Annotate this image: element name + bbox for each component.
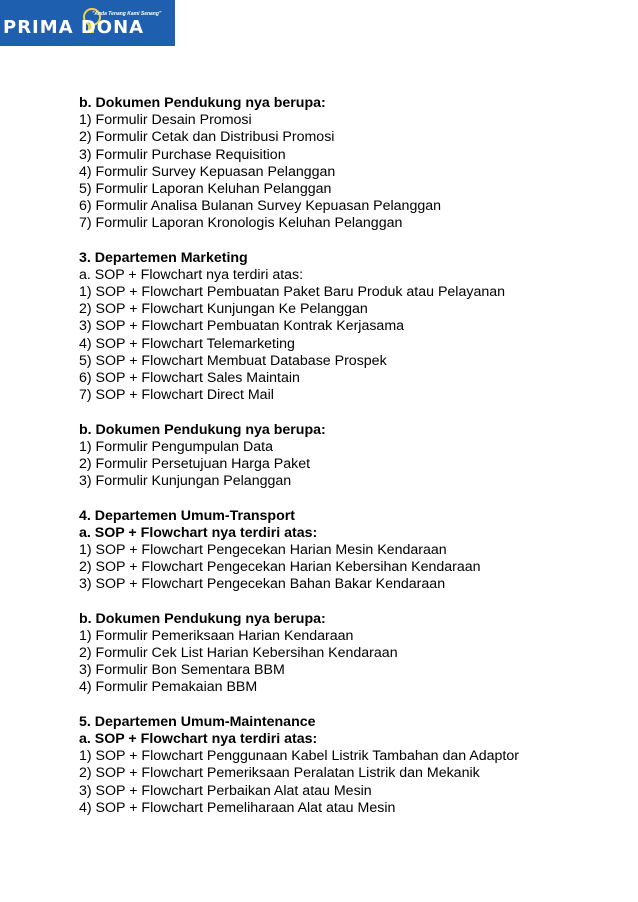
list-item: 7) Formulir Laporan Kronologis Keluhan Pelanggan bbox=[79, 215, 403, 232]
list-item: 2) Formulir Cetak dan Distribusi Promosi bbox=[79, 129, 335, 146]
list-item: a. SOP + Flowchart nya terdiri atas: bbox=[79, 266, 304, 283]
list-item: 3) SOP + Flowchart Perbaikan Alat atau Mesin bbox=[79, 782, 372, 799]
list-item: 3) Formulir Bon Sementara BBM bbox=[79, 662, 285, 679]
section-heading: a. SOP + Flowchart nya terdiri atas: bbox=[79, 730, 318, 747]
prima-dona-logo bbox=[0, 0, 175, 46]
document-body bbox=[79, 95, 599, 817]
section-heading: 5. Departemen Umum-Maintenance bbox=[79, 713, 316, 730]
section-spacer bbox=[79, 697, 599, 714]
list-item: 1) SOP + Flowchart Penggunaan Kabel Listrik Tambahan dan Adaptor bbox=[79, 748, 519, 765]
list-item: 4) Formulir Survey Kepuasan Pelanggan bbox=[79, 163, 336, 180]
section-spacer bbox=[79, 404, 599, 421]
document-section bbox=[79, 250, 599, 405]
list-item: 6) Formulir Analisa Bulanan Survey Kepuasan Pelanggan bbox=[79, 198, 442, 215]
list-item: 2) SOP + Flowchart Pengecekan Harian Kebersihan Kendaraan bbox=[79, 559, 481, 576]
list-item: 1) SOP + Flowchart Pembuatan Paket Baru Produk atau Pelayanan bbox=[79, 284, 506, 301]
list-item: 3) SOP + Flowchart Pembuatan Kontrak Kerjasama bbox=[79, 318, 405, 335]
document-section bbox=[79, 508, 599, 594]
list-item: 2) Formulir Cek List Harian Kebersihan Kendaraan bbox=[79, 645, 398, 661]
list-item: 5) SOP + Flowchart Membuat Database Prospek bbox=[79, 352, 387, 369]
list-item: 4) SOP + Flowchart Telemarketing bbox=[79, 335, 295, 352]
list-item: 3) SOP + Flowchart Pengecekan Bahan Bakar Kendaraan bbox=[79, 576, 446, 593]
list-item: 4) Formulir Pemakaian BBM bbox=[79, 679, 258, 696]
list-item: 2) SOP + Flowchart Pemeriksaan Peralatan Listrik dan Mekanik bbox=[79, 765, 480, 782]
document-section bbox=[79, 611, 599, 697]
section-heading: b. Dokumen Pendukung nya berupa: bbox=[79, 95, 326, 111]
list-item: 2) Formulir Persetujuan Harga Paket bbox=[79, 455, 311, 472]
section-spacer bbox=[79, 233, 599, 250]
list-item: 3) Formulir Kunjungan Pelanggan bbox=[79, 473, 292, 490]
list-item: 4) SOP + Flowchart Pemeliharaan Alat atau Mesin bbox=[79, 799, 396, 816]
section-heading: 4. Departemen Umum-Transport bbox=[79, 507, 296, 524]
list-item: 1) Formulir Desain Promosi bbox=[79, 112, 252, 129]
logo-tagline: "Anda Tenang Kami Senang" bbox=[92, 11, 162, 17]
list-item: 7) SOP + Flowchart Direct Mail bbox=[79, 387, 274, 404]
section-heading: b. Dokumen Pendukung nya berupa: bbox=[79, 421, 326, 438]
list-item: 5) Formulir Laporan Keluhan Pelanggan bbox=[79, 180, 332, 197]
section-heading: b. Dokumen Pendukung nya berupa: bbox=[79, 610, 326, 627]
document-section bbox=[79, 714, 599, 817]
list-item: 1) SOP + Flowchart Pengecekan Harian Mesin Kendaraan bbox=[79, 541, 447, 558]
document-section bbox=[79, 422, 599, 491]
list-item: 1) Formulir Pemeriksaan Harian Kendaraan bbox=[79, 627, 354, 644]
section-heading: 3. Departemen Marketing bbox=[79, 249, 248, 266]
section-heading: a. SOP + Flowchart nya terdiri atas: bbox=[79, 524, 318, 541]
document-section bbox=[79, 95, 599, 233]
list-item: 2) SOP + Flowchart Kunjungan Ke Pelanggan bbox=[79, 301, 368, 318]
logo-text: PRIMA DONA bbox=[3, 17, 145, 38]
list-item: 3) Formulir Purchase Requisition bbox=[79, 146, 286, 163]
list-item: 6) SOP + Flowchart Sales Maintain bbox=[79, 370, 300, 386]
list-item: 1) Formulir Pengumpulan Data bbox=[79, 438, 273, 455]
section-spacer bbox=[79, 593, 599, 610]
section-spacer bbox=[79, 490, 599, 507]
